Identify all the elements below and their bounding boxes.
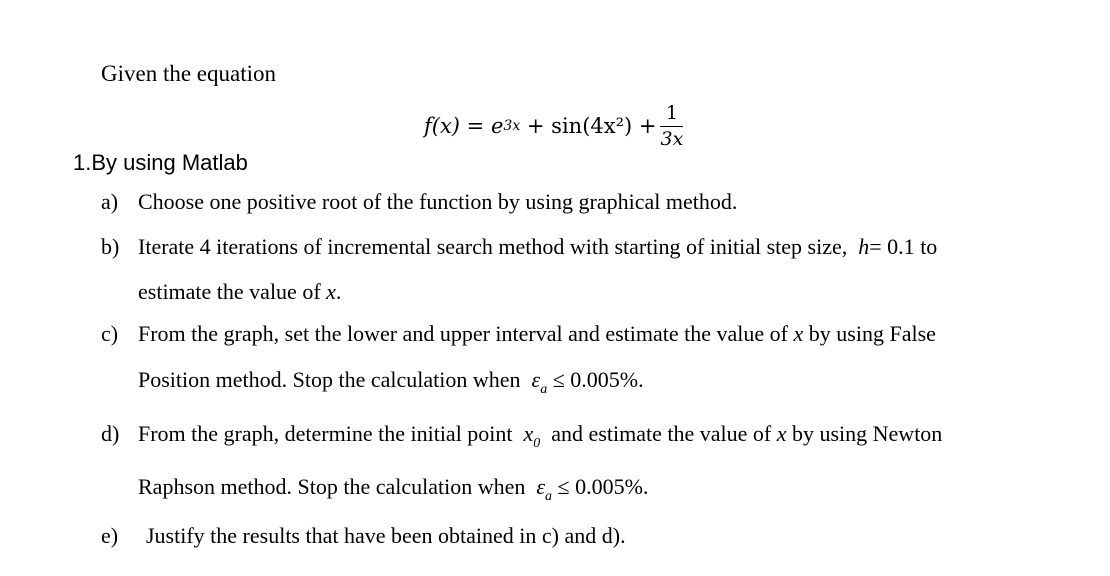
- item-d-line1: [138, 421, 942, 452]
- item-c-line2: [138, 367, 644, 398]
- item-c-line2-end: .: [638, 367, 644, 392]
- item-a-label: a): [101, 189, 119, 214]
- item-b-line1-text: Iterate 4 iterations of incremental search method with starting of initial step size,: [138, 234, 848, 259]
- item-c-line1: [138, 321, 936, 347]
- item-d-x-var: x: [776, 421, 787, 446]
- item-c-label: c): [101, 321, 119, 346]
- item-e-text: Justify the results that have been obtained in c) and d).: [146, 523, 626, 548]
- item-d-condition: ≤ 0.005%: [557, 474, 643, 499]
- item-b-line1: [138, 234, 937, 260]
- equation: [424, 96, 683, 156]
- item-d-line1-text: From the graph, determine the initial point: [138, 421, 513, 446]
- item-b-x-var: x: [326, 279, 336, 304]
- item-d-x0-var: x: [523, 421, 534, 446]
- item-d-line1-end: by using Newton: [791, 421, 943, 446]
- item-b-label: b): [101, 234, 120, 259]
- item-c-condition: ≤ 0.005%: [552, 367, 639, 392]
- item-d-line2-end: .: [642, 474, 649, 499]
- item-d-x0-sub: 0: [533, 436, 541, 451]
- item-e-label: e): [101, 523, 119, 548]
- item-b-line2: [138, 279, 341, 305]
- item-b-h-var: h: [858, 234, 870, 259]
- equation-exp-base: e: [490, 114, 504, 138]
- item-d-label: d): [101, 421, 120, 446]
- item-c-line2-text: Position method. Stop the calculation when: [138, 367, 521, 392]
- item-d-epsilon-sub: a: [545, 489, 553, 504]
- item-c-epsilon-sub: a: [540, 382, 548, 397]
- section-title: 1.By using Matlab: [73, 150, 248, 175]
- item-c-line1-text: From the graph, set the lower and upper interval and estimate the value of: [138, 321, 789, 346]
- item-c-epsilon: ε: [531, 367, 541, 392]
- equation-term2: + sin(4x²) +: [526, 114, 657, 138]
- fraction-denominator: 3x: [660, 127, 684, 150]
- item-b-line2-end: .: [335, 279, 342, 304]
- equation-exp-power: 3x: [503, 118, 521, 134]
- equation-fraction: [660, 101, 684, 150]
- item-b-h-value: = 0.1: [869, 234, 915, 259]
- item-d-line1-mid: and estimate the value of: [551, 421, 772, 446]
- item-c-x-var: x: [793, 321, 804, 346]
- intro-text: Given the equation: [101, 61, 277, 86]
- item-a-text: Choose one positive root of the function by using graphical method.: [138, 189, 738, 214]
- equation-lhs: f(x) =: [424, 114, 485, 138]
- item-d-line2-text: Raphson method. Stop the calculation when: [138, 474, 526, 499]
- item-c-line1-end: by using False: [808, 321, 936, 346]
- item-b-line2-text: estimate the value of: [138, 279, 321, 304]
- item-b-line1-end: to: [920, 234, 938, 259]
- item-d-epsilon: ε: [536, 474, 546, 499]
- fraction-numerator: 1: [665, 101, 678, 124]
- item-d-line2: [138, 474, 648, 505]
